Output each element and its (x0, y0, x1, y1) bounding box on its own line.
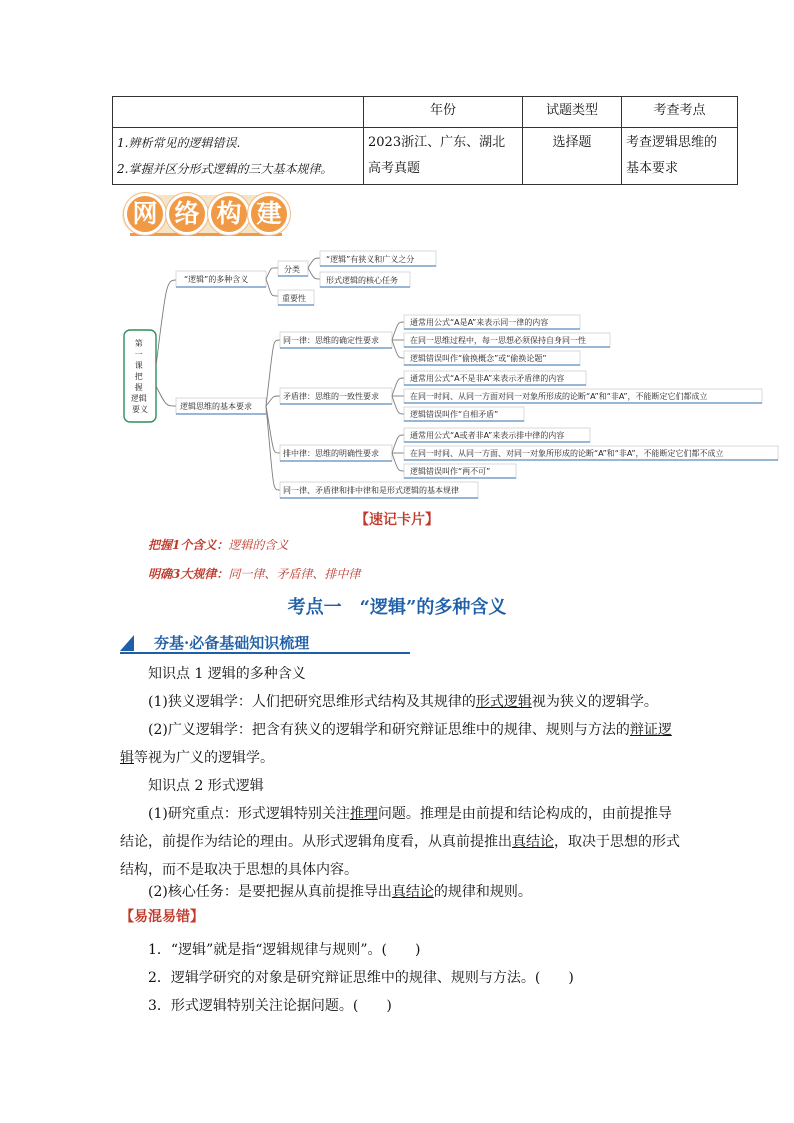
k1-p1-b: 视为狭义的逻辑学。 (531, 694, 658, 710)
info-table (112, 96, 738, 185)
mindmap-law3-item1: 通常用公式“A或者非A”来表示排中律的内容 (410, 431, 565, 440)
mindmap-law3: 排中律：思维的明确性要求 (283, 449, 379, 458)
banner-char-3: 构 (208, 193, 250, 235)
k1-p2-underlined-1: 辩证逻 (629, 722, 672, 738)
card-line-2-label: 明确3大规律： (148, 567, 229, 581)
k2-p1-b: 问题。推理是由前提和结论构成的，由前提推导结论，前提作为结论的理由。从形式逻辑角度看，从真前提推出 (120, 806, 672, 850)
mindmap-law3-item2: 在同一时间、从同一方面、对同一对象所形成的论断“A”和“非A”，不能断定它们都不成立 (410, 449, 724, 458)
k2-p2-a: (2)核心任务：是要把握从真前提推导出 (148, 884, 392, 900)
mindmap-connector (392, 396, 404, 414)
section-banner (120, 631, 410, 655)
k2-p2-underlined: 真结论 (391, 884, 434, 900)
k1-p2-a: (2)广义逻辑学：把含有狭义的逻辑学和研究辩证思维中的规律、规则与方法的 (148, 722, 630, 738)
k2-p1-underlined-1: 推理 (349, 806, 378, 822)
mindmap-connector (156, 386, 176, 406)
mindmap-law2-item1: 通常用公式“A不是非A”来表示矛盾律的内容 (410, 374, 565, 383)
mindmap-connector (308, 268, 320, 279)
k1-p2 (120, 716, 680, 772)
section-banner-mark (120, 635, 134, 651)
banner-char-4: 建 (248, 193, 290, 235)
kaodian-title: 考点一 “逻辑”的多种含义 (287, 597, 507, 618)
section-title: 夯基·必备基础知识梳理 (154, 634, 310, 652)
k1-p2-underlined-2: 辑 (120, 750, 134, 766)
mindmap-law1: 同一律：思维的确定性要求 (283, 336, 379, 345)
card-line-2 (148, 565, 360, 582)
mindmap-connector (308, 258, 320, 268)
table-header-point: 考查考点 (622, 97, 738, 128)
confusion-item-1: 1．“逻辑”就是指“逻辑规律与规则”。( ) (148, 942, 421, 958)
k1-p2-b: 等视为广义的逻辑学。 (134, 750, 274, 766)
k1-p1 (120, 688, 680, 716)
mindmap-law2-item3: 逻辑错误叫作“自相矛盾” (410, 410, 499, 419)
mindmap (120, 246, 790, 502)
table-cell-point (622, 128, 738, 185)
k2-p1 (120, 800, 680, 884)
table-header-row (113, 97, 738, 128)
confusion-title: 【易混易错】 (120, 909, 204, 925)
mindmap-connector (392, 340, 404, 358)
mindmap-law1-item2: 在同一思维过程中，每一思想必须保持自身同一性 (410, 336, 586, 345)
mindmap-law3-item3: 逻辑错误叫作“两不可” (410, 467, 491, 476)
k2-p1-c: ，取决于思想的形式结构，而不是取决于思想的具体内容。 (120, 834, 680, 878)
mindmap-importance: 重要性 (282, 294, 306, 303)
point-line-1: 考查逻辑思维的 (626, 135, 718, 150)
mindmap-law2-item2: 在同一时间、从同一方面对同一对象所形成的论断“A”和“非A”，不能断定它们都成立 (410, 392, 708, 401)
k2-p2 (120, 878, 680, 906)
year-line-2: 高考真题 (368, 161, 421, 176)
mindmap-connector (266, 396, 280, 406)
k2-title: 知识点 2 形式逻辑 (148, 778, 264, 794)
mindmap-connector (266, 279, 278, 296)
mindmap-branch2: 逻辑思维的基本要求 (180, 402, 252, 411)
mindmap-connector (392, 322, 404, 340)
k1-p1-underlined: 形式逻辑 (475, 694, 532, 710)
table-header-year: 年份 (364, 97, 523, 128)
mindmap-root-text: 第 一 课 把 握 逻辑 要义 (130, 339, 148, 414)
card-line-1-label: 把握1个含义： (148, 538, 229, 552)
mindmap-law1-item1: 通常用公式“A是A”来表示同一律的内容 (410, 318, 549, 327)
mindmap-law-all: 同一律、矛盾律和排中律和是形式逻辑的基本规律 (283, 486, 459, 495)
confusion-item-2: 2．逻辑学研究的对象是研究辩证思维中的规律、规则与方法。( ) (148, 970, 574, 986)
mindmap-connector (392, 378, 404, 396)
banner-char-1: 网 (124, 193, 166, 235)
card-line-1 (148, 536, 288, 553)
card-line-1-text: 逻辑的含义 (228, 538, 289, 552)
table-row (113, 128, 738, 185)
k1-title: 知识点 1 逻辑的多种含义 (148, 666, 306, 682)
mindmap-branch1: “逻辑”的多种含义 (184, 275, 249, 284)
k1-p1-a: (1)狭义逻辑学：人们把研究思维形式结构及其规律的 (148, 694, 476, 710)
k2-p1-a: (1)研究重点：形式逻辑特别关注 (148, 806, 350, 822)
table-cell-year (364, 128, 523, 185)
k2-p1-underlined-2: 真结论 (512, 834, 554, 850)
mindmap-connector (156, 280, 176, 366)
goal-1: 1.辨析常见的逻辑错误. (117, 136, 241, 150)
mindmap-connector (392, 435, 404, 453)
table-cell-type: 选择题 (523, 128, 622, 185)
mindmap-law2: 矛盾律：思维的一致性要求 (283, 392, 379, 401)
mindmap-classify: 分类 (284, 265, 300, 274)
card-title: 【速记卡片】 (355, 512, 439, 528)
card-line-2-text: 同一律、矛盾律、排中律 (228, 567, 361, 581)
year-line-1: 2023浙江、广东、湖北 (368, 135, 506, 150)
table-cell-goals (113, 128, 364, 185)
mindmap-connector (392, 453, 404, 471)
k2-p2-b: 的规律和规则。 (433, 884, 532, 900)
goal-2: 2.掌握并区分形式逻辑的三大基本规律。 (117, 162, 333, 176)
table-header-type: 试题类型 (523, 97, 622, 128)
confusion-item-3: 3．形式逻辑特别关注论据问题。( ) (148, 998, 392, 1014)
mindmap-connector (266, 268, 278, 279)
network-banner (122, 193, 290, 239)
mindmap-c2: 形式逻辑的核心任务 (326, 276, 398, 285)
mindmap-law1-item3: 逻辑错误叫作“偷换概念”或“偷换论题” (410, 354, 547, 363)
mindmap-c1: “逻辑”有狭义和广义之分 (326, 255, 415, 264)
banner-char-2: 络 (166, 193, 208, 235)
point-line-2: 基本要求 (626, 161, 679, 176)
table-header-cell (113, 97, 364, 128)
